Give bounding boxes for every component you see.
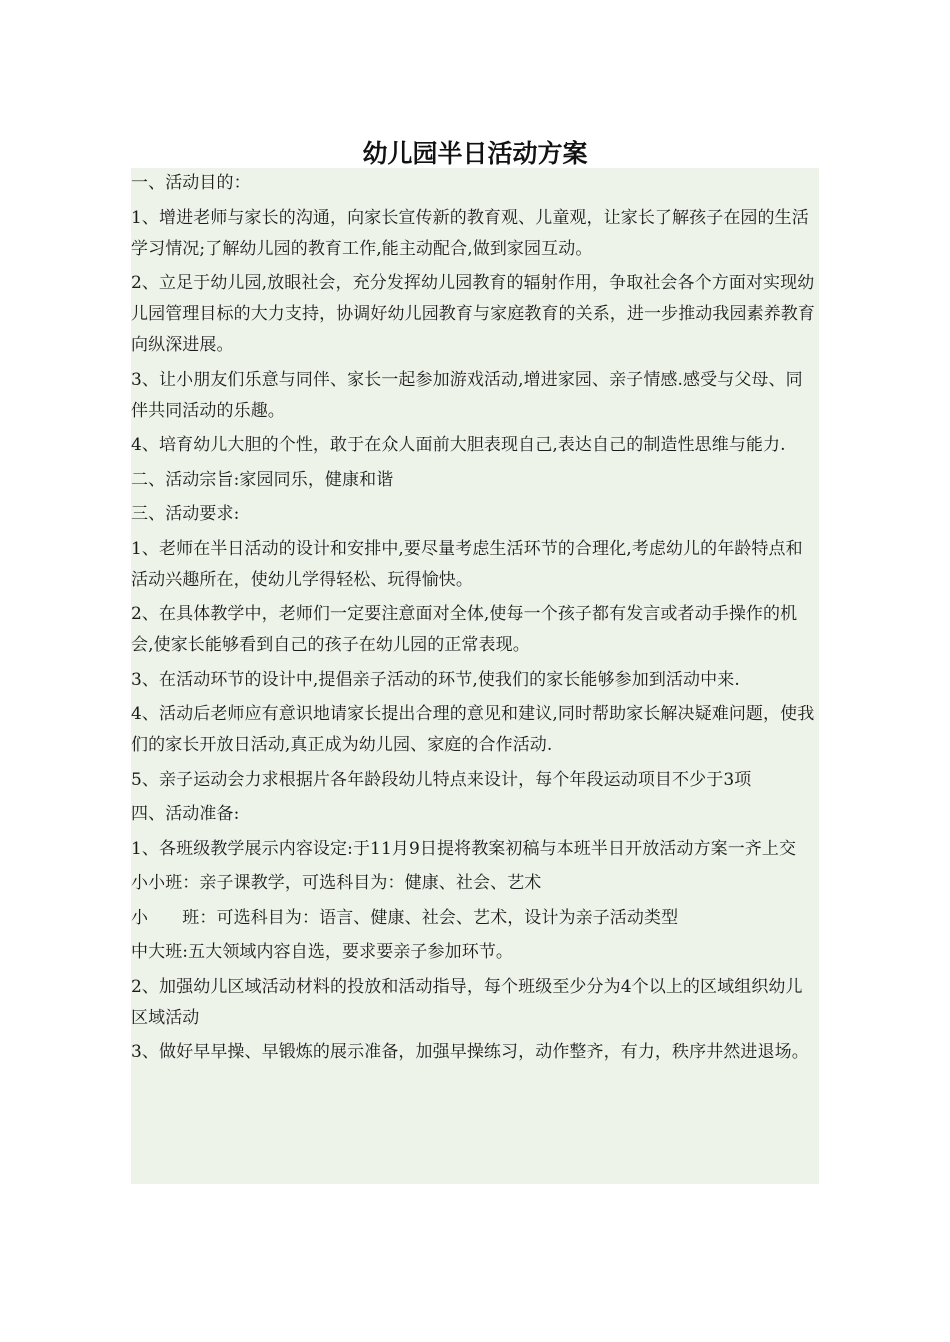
section-heading-preparation: 四、活动准备:: [131, 804, 240, 824]
section-heading-tenet: 二、活动宗旨:家园同乐，健康和谐: [131, 469, 394, 490]
paragraph: 3、让小朋友们乐意与同伴、家长一起参加游戏活动,增进家园、亲子情感.感受与父母、同伴共同活动的乐趣。: [131, 369, 803, 421]
paragraph: 3、做好早早操、早锻炼的展示准备，加强早操练习，动作整齐，有力，秩序井然进退场。: [131, 1042, 809, 1062]
paragraph: 4、活动后老师应有意识地请家长提出合理的意见和建议,同时帮助家长解决疑难问题，使我们的家长开放日活动,真正成为幼儿园、家庭的合作活动.: [131, 704, 815, 755]
paragraph: 5、亲子运动会力求根据片各年龄段幼儿特点来设计，每个年段运动项目不少于3项: [131, 769, 752, 790]
paragraph: 1、老师在半日活动的设计和安排中,要尽量考虑生活环节的合理化,考虑幼儿的年龄特点和活动兴趣所在，使幼儿学得轻松、玩得愉快。: [131, 538, 803, 590]
document-title: 幼儿园半日活动方案: [362, 139, 588, 168]
paragraph: 小 班：可选科目为：语言、健康、社会、艺术，设计为亲子活动类型: [131, 907, 679, 928]
document-body: [131, 168, 819, 1184]
paragraph: 3、在活动环节的设计中,提倡亲子活动的环节,使我们的家长能够参加到活动中来.: [131, 669, 740, 690]
paragraph: 4、培育幼儿大胆的个性，敢于在众人面前大胆表现自己,表达自己的制造性思维与能力.: [131, 435, 786, 455]
section-heading-purpose: 一、活动目的：: [131, 173, 251, 193]
paragraph: 2、加强幼儿区域活动材料的投放和活动指导，每个班级至少分为4个以上的区域组织幼儿区域活动: [131, 976, 803, 1028]
paragraph: 小小班：亲子课教学，可选科目为：健康、社会、艺术: [131, 873, 542, 893]
paragraph: 中大班:五大领域内容自选，要求要亲子参加环节。: [131, 942, 514, 962]
paragraph: 2、在具体教学中，老师们一定要注意面对全体,使每一个孩子都有发言或者动手操作的机会,使家长能够看到自己的孩子在幼儿园的正常表现。: [131, 604, 798, 655]
section-heading-requirements: 三、活动要求:: [131, 504, 240, 524]
paragraph: 2、立足于幼儿园,放眼社会，充分发挥幼儿园教育的辐射作用，争取社会各个方面对实现幼儿园管理目标的大力支持，协调好幼儿园教育与家庭教育的关系，进一步推动我园素养教育向纵深进展。: [131, 273, 815, 355]
paragraph: 1、各班级教学展示内容设定:于11月9日提将教案初稿与本班半日开放活动方案一齐上交: [131, 838, 797, 859]
paragraph: 1、增进老师与家长的沟通，向家长宣传新的教育观、儿童观，让家长了解孩子在园的生活学习情况;了解幼儿园的教育工作,能主动配合,做到家园互动。: [131, 207, 809, 259]
